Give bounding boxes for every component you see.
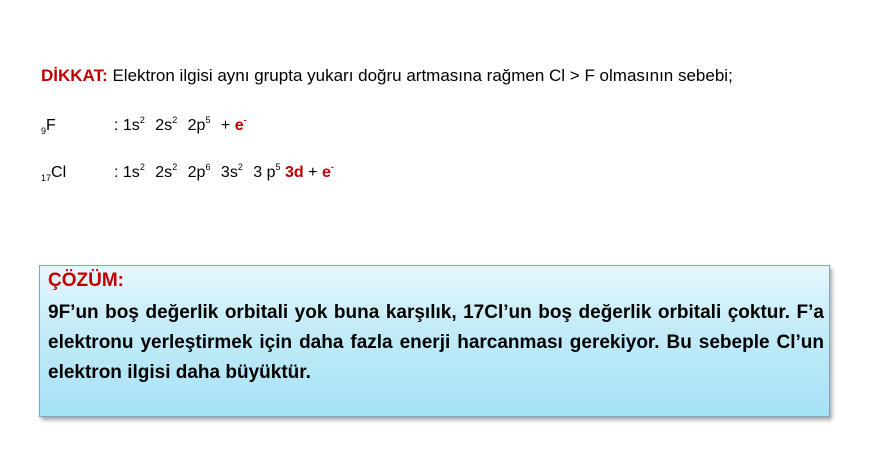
chlorine-configuration — [114, 163, 334, 183]
fluorine-plus: + — [220, 117, 231, 134]
solution-box — [39, 265, 830, 417]
attention-label: DİKKAT: — [41, 66, 108, 85]
chlorine-symbol-text: Cl — [51, 164, 67, 181]
fluorine-atomic-number: 9 — [41, 126, 47, 136]
chlorine-electron: e- — [321, 162, 334, 181]
fluorine-configuration — [114, 116, 247, 136]
config-term: $2s^2$ — [155, 162, 178, 181]
chlorine-colon: : — [114, 164, 119, 181]
config-term: 3 $p^5$ — [253, 162, 281, 181]
chlorine-plus: + — [308, 164, 318, 181]
attention-text: Elektron ilgisi aynı grupta yukarı doğru artmasına rağmen Cl > F olmasının sebebi; — [112, 66, 733, 85]
config-term: $2s^2$ — [155, 115, 178, 134]
fluorine-symbol-text: F — [46, 117, 56, 134]
config-term: $3s^2$ — [220, 162, 243, 181]
solution-text: 9F’un boş değerlik orbitali yok buna karşılık, 17Cl’un boş değerlik orbitali çoktur. F’a elektronu yerleştirmek için daha fazla enerji harcanması gerekiyor. Bu sebeple Cl’un elektron ilgisi daha büyüktür. — [48, 302, 824, 383]
fluorine-symbol — [41, 116, 56, 141]
fluorine-electron: e- — [234, 115, 247, 134]
config-term: $1s^2$ — [122, 162, 145, 181]
config-term: $2p^5$ — [187, 115, 211, 134]
chlorine-symbol — [41, 163, 66, 188]
config-term: $2p^6$ — [187, 162, 211, 181]
config-term: $1s^2$ — [122, 115, 145, 134]
attention-line — [41, 66, 733, 86]
fluorine-colon: : — [114, 117, 119, 134]
solution-title: ÇÖZÜM: — [48, 270, 124, 291]
chlorine-atomic-number: 17 — [41, 173, 52, 183]
chlorine-3d-orbital: 3d — [285, 164, 304, 181]
